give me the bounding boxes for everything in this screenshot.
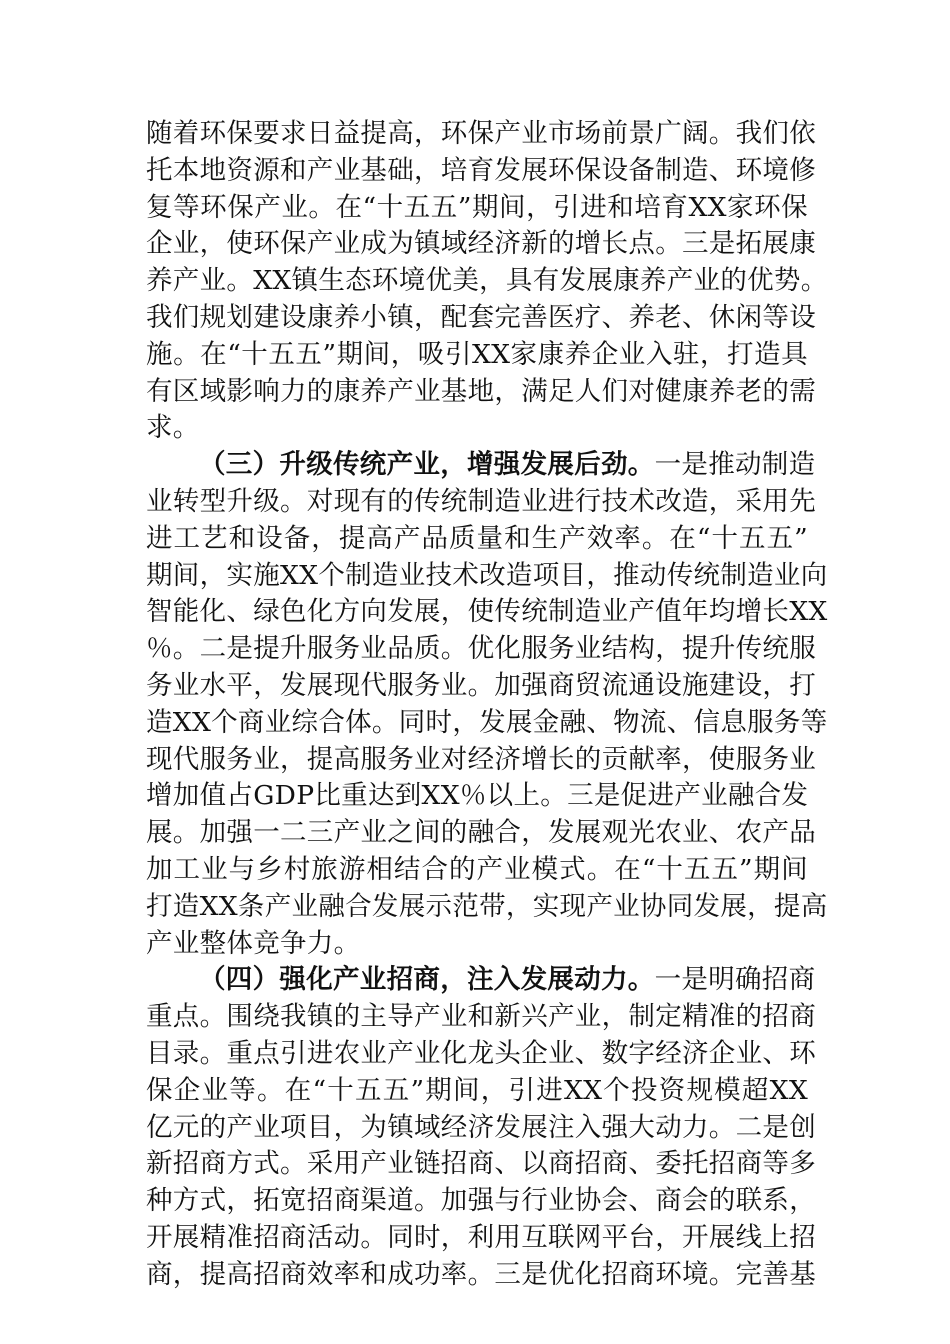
text-line: 业转型升级。对现有的传统制造业进行技术改造，采用先 xyxy=(146,485,816,517)
text-line: 有区域影响力的康养产业基地，满足人们对健康养老的需 xyxy=(146,375,816,407)
text-line: 开展精准招商活动。同时，利用互联网平台，开展线上招 xyxy=(146,1221,816,1253)
text-line: 现代服务业，提高服务业对经济增长的贡献率，使服务业 xyxy=(146,743,816,775)
text-line: 亿元的产业项目，为镇域经济发展注入强大动力。二是创 xyxy=(146,1111,816,1143)
text-line: 商，提高招商效率和成功率。三是优化招商环境。完善基 xyxy=(146,1258,816,1290)
text-line: 期间，实施XX个制造业技术改造项目，推动传统制造业向 xyxy=(146,559,828,591)
text-line: 保企业等。在“十五五”期间，引进XX个投资规模超XX xyxy=(146,1074,808,1106)
section-heading: （四）强化产业招商，注入发展动力。 xyxy=(199,964,655,996)
text-line: 产业整体竞争力。 xyxy=(146,927,361,959)
document-body xyxy=(146,116,828,1294)
text-line: 加工业与乡村旅游相结合的产业模式。在“十五五”期间 xyxy=(146,853,808,885)
text-line: 复等环保产业。在“十五五”期间，引进和培育XX家环保 xyxy=(146,191,808,223)
text-line: 务业水平，发展现代服务业。加强商贸流通设施建设，打 xyxy=(146,669,816,701)
heading-line-rest: 一是明确招商 xyxy=(654,964,816,996)
paragraph xyxy=(146,447,828,962)
text-line: 养产业。XX镇生态环境优美，具有发展康养产业的优势。 xyxy=(146,265,828,297)
text-line: 智能化、绿色化方向发展，使传统制造业产值年均增长XX xyxy=(146,596,828,628)
text-line: 种方式，拓宽招商渠道。加强与行业协会、商会的联系， xyxy=(146,1185,816,1217)
text-line: ％。二是提升服务业品质。优化服务业结构，提升传统服 xyxy=(146,633,816,665)
text-line xyxy=(146,447,816,484)
heading-line-rest: 一是推动制造 xyxy=(654,449,816,481)
paragraph xyxy=(146,962,816,1293)
text-line: 增加值占GDP比重达到XX％以上。三是促进产业融合发 xyxy=(146,780,809,812)
text-line: 重点。围绕我镇的主导产业和新兴产业，制定精准的招商 xyxy=(146,1001,816,1033)
text-line: 造XX个商业综合体。同时，发展金融、物流、信息服务等 xyxy=(146,706,828,738)
text-line: 托本地资源和产业基础，培育发展环保设备制造、环境修 xyxy=(146,154,816,186)
paragraph xyxy=(146,116,828,447)
text-line xyxy=(146,962,816,999)
text-line: 展。加强一二三产业之间的融合，发展观光农业、农产品 xyxy=(146,817,816,849)
text-line: 企业，使环保产业成为镇域经济新的增长点。三是拓展康 xyxy=(146,228,816,260)
text-line: 新招商方式。采用产业链招商、以商招商、委托招商等多 xyxy=(146,1148,816,1180)
text-line: 求。 xyxy=(146,412,200,444)
text-line: 施。在“十五五”期间，吸引XX家康养企业入驻，打造具 xyxy=(146,338,808,370)
text-line: 随着环保要求日益提高，环保产业市场前景广阔。我们依 xyxy=(146,118,816,149)
text-line: 进工艺和设备，提高产品质量和生产效率。在“十五五” xyxy=(146,522,808,554)
text-line: 打造XX条产业融合发展示范带，实现产业协同发展，提高 xyxy=(146,890,828,922)
section-heading: （三）升级传统产业，增强发展后劲。 xyxy=(199,449,655,481)
text-line: 目录。重点引进农业产业化龙头企业、数字经济企业、环 xyxy=(146,1037,816,1069)
text-line: 我们规划建设康养小镇，配套完善医疗、养老、休闲等设 xyxy=(146,301,816,333)
